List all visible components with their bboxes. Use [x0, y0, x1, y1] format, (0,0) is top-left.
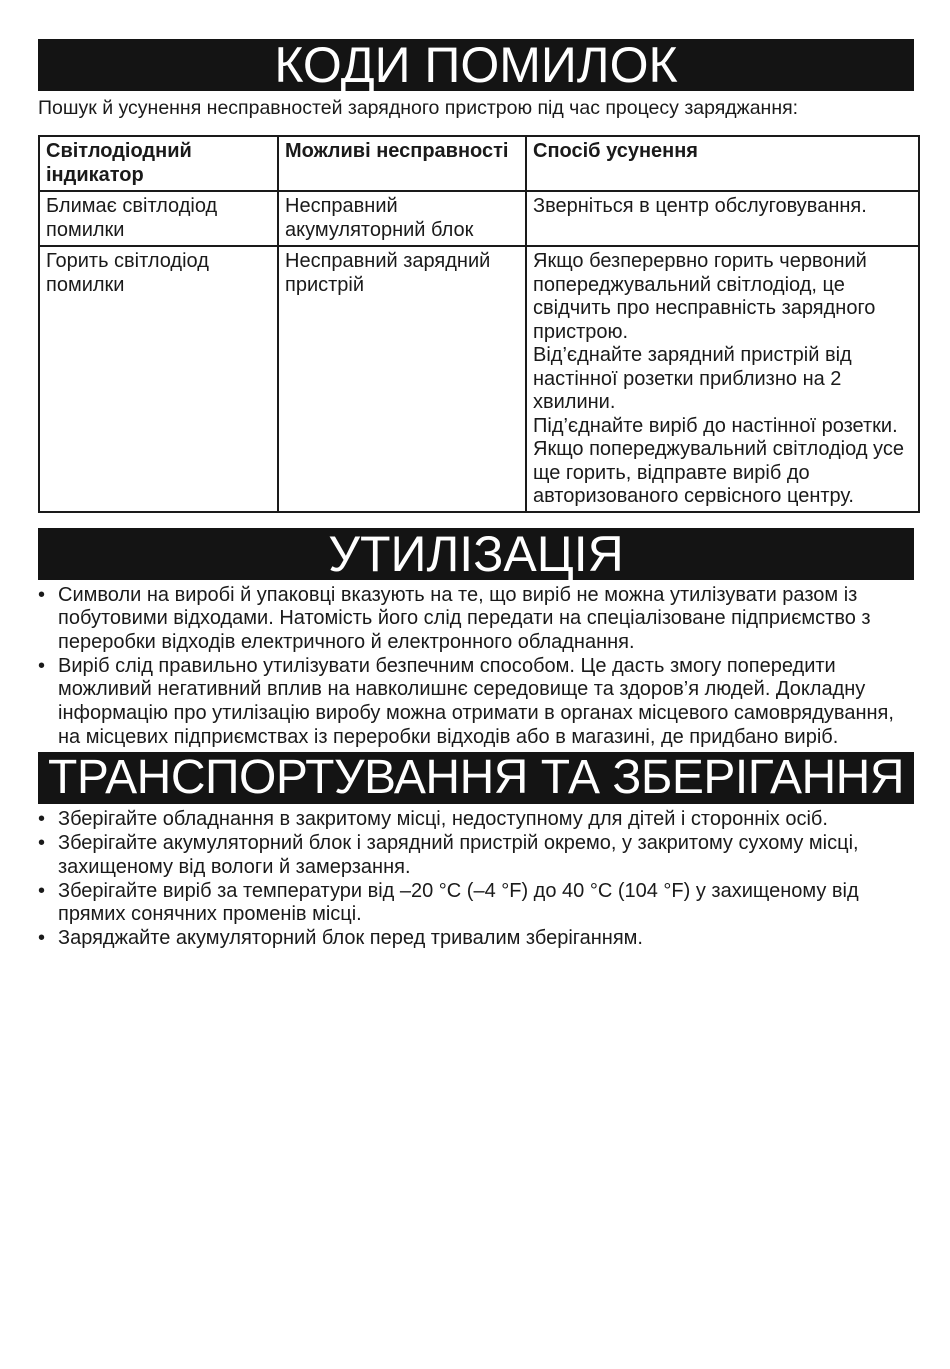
column-header-fault: Можливі несправності [278, 136, 526, 191]
cell-indicator: Блимає світлодіод помилки [39, 191, 278, 246]
error-codes-section [38, 39, 914, 513]
bullet-icon: • [38, 583, 46, 606]
bullet-icon: • [38, 808, 46, 831]
list-item-text: Зберігайте акумуляторний блок і зарядний пристрій окремо, у закритому сухому місці, захищеному від вологи й замерзання. [58, 832, 859, 878]
column-header-remedy: Спосіб усунення [526, 136, 919, 191]
cell-remedy: Зверніться в центр обслуговування. [526, 191, 919, 246]
list-item [38, 880, 914, 927]
column-header-indicator: Світлодіодний індикатор [39, 136, 278, 191]
bullet-icon: • [38, 926, 46, 949]
list-item [38, 927, 914, 951]
table-header-row [39, 136, 919, 191]
transport-storage-section [38, 752, 914, 950]
table-row [39, 191, 919, 246]
list-item [38, 655, 914, 750]
cell-fault: Несправний зарядний пристрій [278, 246, 526, 512]
list-item-text: Заряджайте акумуляторний блок перед тривалим зберіганням. [58, 926, 643, 949]
cell-fault: Несправний акумуляторний блок [278, 191, 526, 246]
list-item [38, 808, 914, 832]
disposal-list [38, 584, 914, 750]
disposal-title: УТИЛІЗАЦІЯ [38, 528, 914, 580]
error-codes-table [38, 135, 920, 513]
disposal-section [38, 525, 914, 750]
list-item-text: Зберігайте обладнання в закритому місці, недоступному для дітей і сторонніх осіб. [58, 808, 828, 831]
list-item-text: Символи на виробі й упаковці вказують на те, що виріб не можна утилізувати разом із побутовими відходами. Натомість його слід передати на спеціалізоване підприємство з переробки відходів електричного й електронного обладнання. [58, 583, 871, 653]
list-item-text: Виріб слід правильно утилізувати безпечним способом. Це дасть змогу попередити можливий негативний вплив на навколишнє середовище та здоров’я людей. Докладну інформацію про утилізацію виробу можна отримати в органах місцевого самоврядування, на місцевих підприємствах із переробки відходів або в магазині, де придбано виріб. [58, 654, 894, 748]
list-item-text: Зберігайте виріб за температури від –20 °C (–4 °F) до 40 °C (104 °F) у захищеному від прямих сонячних променів місці. [58, 879, 859, 926]
bullet-icon: • [38, 879, 46, 902]
transport-storage-list [38, 808, 914, 950]
transport-storage-title: ТРАНСПОРТУВАННЯ ТА ЗБЕРІГАННЯ [38, 752, 914, 804]
table-row [39, 246, 919, 512]
error-codes-title: КОДИ ПОМИЛОК [38, 39, 914, 91]
cell-remedy: Якщо безперервно горить червоний попереджувальний світлодіод, це свідчить про несправність зарядного пристрою. Від’єднайте зарядний пристрій від настінної розетки приблизно на 2 хвилини. Під’єднайте виріб до настінної розетки. Якщо попереджувальний світлодіод усе ще горить, відправте виріб до авторизованого сервісного центру. [526, 246, 919, 512]
bullet-icon: • [38, 654, 46, 677]
error-codes-intro: Пошук й усунення несправностей зарядного пристрою під час процесу заряджання: [38, 97, 799, 119]
bullet-icon: • [38, 832, 46, 855]
manual-page [38, 39, 914, 951]
list-item [38, 832, 914, 879]
list-item [38, 584, 914, 655]
cell-indicator: Горить світлодіод помилки [39, 246, 278, 512]
